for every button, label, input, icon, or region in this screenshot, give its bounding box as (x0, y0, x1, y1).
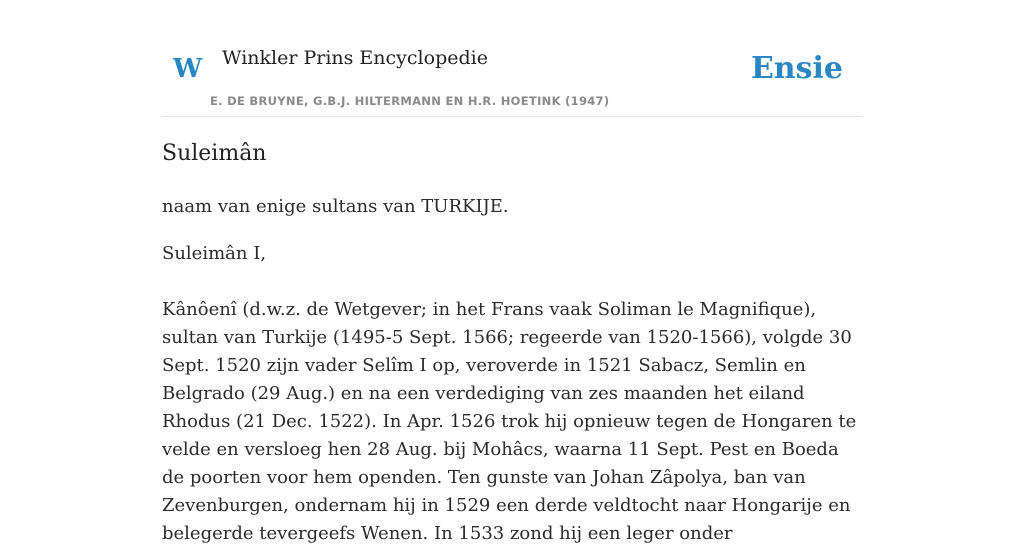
authors-byline: E. DE BRUYNE, G.B.J. HILTERMANN EN H.R. HOETINK (1947) (210, 94, 610, 108)
encyclopedia-title[interactable]: Winkler Prins Encyclopedie (222, 47, 488, 69)
article-heading: Suleimân (162, 141, 267, 166)
site-header (162, 0, 862, 117)
article-subheading: Suleimân I, (162, 243, 267, 264)
logo-icon[interactable]: W (173, 54, 203, 84)
article-intro: naam van enige sultans van TURKIJE. (162, 196, 509, 217)
article-body: Kânôenî (d.w.z. de Wetgever; in het Frans vaak Soliman le Magnifique), sultan van Turkije (1495-5 Sept. 1566; regeerde van 1520-1566), volgde 30 Sept. 1520 zijn vader Selîm I op, veroverde in 1521 Sabacz, Semlin en Belgrado (29 Aug.) en na een verdediging van zes maanden het eiland Rhodus (21 Dec. 1522). In Apr. 1526 trok hij opnieuw tegen de Hongaren te velde en versloeg hen 28 Aug. bij Mohâcs, waarna 11 Sept. Pest en Boeda de poorten voor hem openden. Ten gunste van Johan Zâpolya, ban van Zevenburgen, ondernam hij in 1529 een derde veldtocht naar Hongarije en belegerde tevergeefs Wenen. In 1533 zond hij een leger onder (162, 299, 857, 544)
article-content (162, 136, 862, 548)
brand-logo[interactable]: Ensie (750, 51, 843, 86)
